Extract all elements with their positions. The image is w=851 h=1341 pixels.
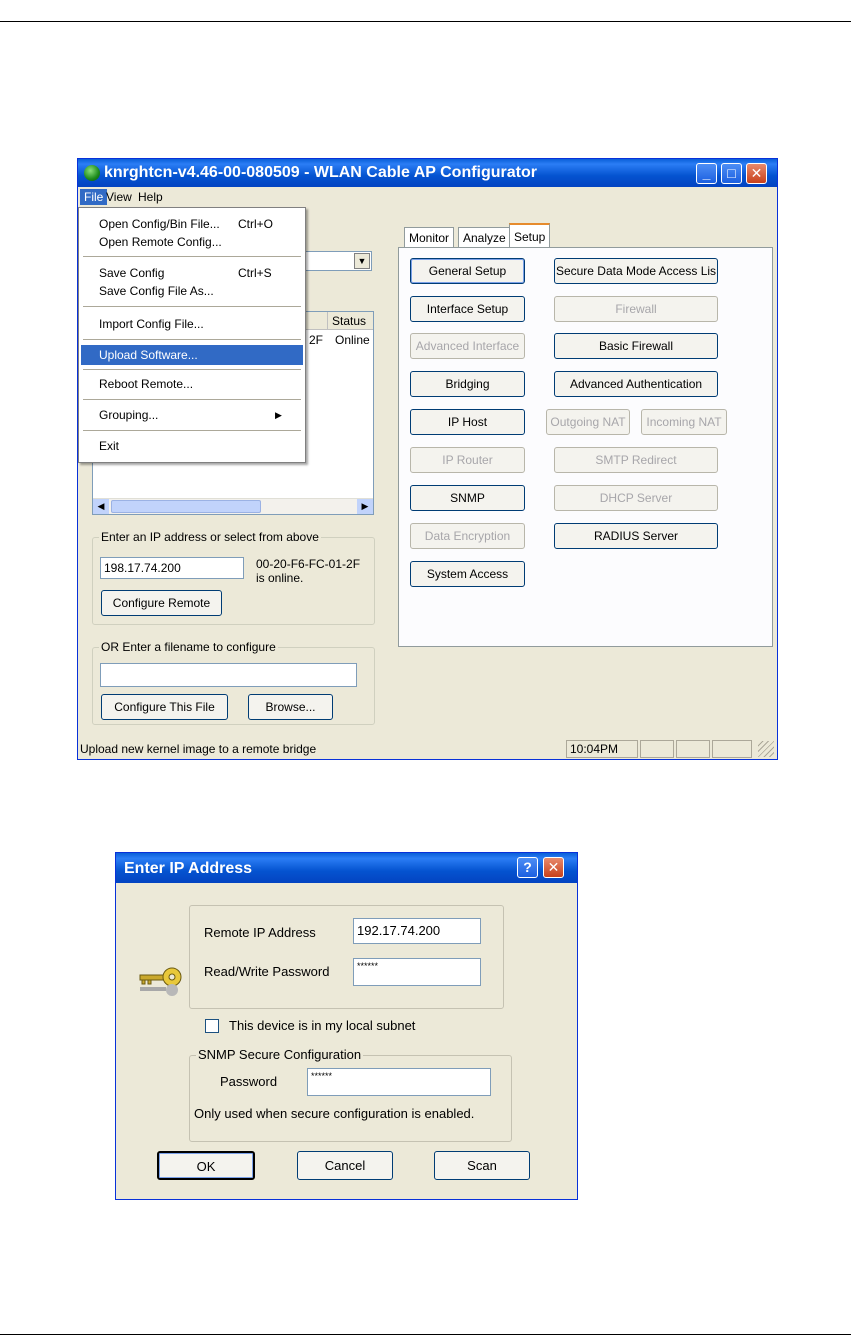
local-subnet-label[interactable]: This device is in my local subnet	[229, 1018, 416, 1033]
status-segment-3	[712, 740, 752, 758]
menu-view[interactable]: View	[106, 190, 132, 204]
password-input[interactable]: ******	[353, 958, 481, 986]
snmp-note: Only used when secure configuration is enabled.	[194, 1106, 475, 1121]
dialog-title: Enter IP Address	[124, 860, 253, 877]
menu-separator	[83, 306, 301, 307]
menu-item-label: Import Config File...	[99, 317, 204, 331]
menu-item-label: Save Config File As...	[99, 284, 214, 298]
configure-remote-button[interactable]: Configure Remote	[101, 590, 222, 616]
submenu-arrow-icon: ▶	[275, 410, 282, 420]
configurator-window	[77, 158, 778, 760]
credentials-group	[189, 905, 504, 1009]
menu-item-open-remote[interactable]	[81, 232, 303, 252]
column-status[interactable]: Status	[332, 314, 367, 328]
ip-host-button[interactable]: IP Host	[410, 409, 525, 435]
file-menu-dropdown	[78, 207, 306, 463]
bottom-rule	[0, 1334, 851, 1335]
snmp-group	[189, 1047, 512, 1142]
menu-item-label: Reboot Remote...	[99, 377, 194, 391]
menu-item-import[interactable]	[81, 314, 303, 334]
menu-item-grouping[interactable]	[81, 405, 303, 425]
browse-button[interactable]: Browse...	[248, 694, 333, 720]
menu-bar	[78, 187, 777, 207]
close-button[interactable]: ✕	[746, 163, 767, 184]
menu-item-save-as[interactable]	[81, 281, 303, 301]
bridging-button[interactable]: Bridging	[410, 371, 525, 397]
help-button[interactable]: ?	[517, 857, 538, 878]
smtp-redirect-button[interactable]: SMTP Redirect	[554, 447, 718, 473]
configure-file-button[interactable]: Configure This File	[101, 694, 228, 720]
scroll-right-icon[interactable]: ▶	[357, 499, 373, 514]
horizontal-scrollbar[interactable]	[93, 498, 373, 514]
remote-ip-input[interactable]: 192.17.74.200	[353, 918, 481, 944]
maximize-button[interactable]: □	[721, 163, 742, 184]
menu-item-label: Save Config	[99, 266, 165, 280]
enter-ip-dialog	[115, 852, 578, 1200]
advanced-auth-button[interactable]: Advanced Authentication	[554, 371, 718, 397]
menu-separator	[83, 339, 301, 340]
local-subnet-checkbox[interactable]	[205, 1019, 219, 1033]
menu-separator	[83, 256, 301, 257]
resize-grip-icon[interactable]	[758, 741, 774, 757]
interface-setup-button[interactable]: Interface Setup	[410, 296, 525, 322]
file-group	[92, 640, 375, 725]
radius-server-button[interactable]: RADIUS Server	[554, 523, 718, 549]
ip-address-group	[92, 530, 375, 625]
minimize-button[interactable]: _	[696, 163, 717, 184]
top-rule	[0, 21, 851, 22]
advanced-interface-button[interactable]: Advanced Interface	[410, 333, 525, 359]
menu-item-label: Open Remote Config...	[99, 235, 222, 249]
outgoing-nat-button[interactable]: Outgoing NAT	[546, 409, 630, 435]
snmp-button[interactable]: SNMP	[410, 485, 525, 511]
menu-item-label: Upload Software...	[99, 348, 198, 362]
dialog-close-button[interactable]: ✕	[543, 857, 564, 878]
scan-button[interactable]: Scan	[434, 1151, 530, 1180]
title-bar[interactable]	[78, 159, 777, 187]
globe-icon	[84, 165, 100, 181]
menu-item-exit[interactable]	[81, 436, 303, 456]
ip-group-label: Enter an IP address or select from above	[101, 530, 319, 544]
device-info-status: is online.	[256, 571, 304, 585]
general-setup-button[interactable]: General Setup	[410, 258, 525, 284]
file-group-label: OR Enter a filename to configure	[101, 640, 276, 654]
menu-separator	[83, 399, 301, 400]
list-cell-mac: 2F	[309, 333, 324, 347]
key-icon	[138, 961, 184, 997]
status-segment-2	[676, 740, 710, 758]
menu-separator	[83, 430, 301, 431]
data-encryption-button[interactable]: Data Encryption	[410, 523, 525, 549]
status-segment-1	[640, 740, 674, 758]
basic-firewall-button[interactable]: Basic Firewall	[554, 333, 718, 359]
scroll-thumb[interactable]	[111, 500, 261, 513]
menu-item-shortcut: Ctrl+S	[238, 266, 272, 280]
secure-data-button[interactable]: Secure Data Mode Access Lis	[554, 258, 718, 284]
menu-item-label: Grouping...	[99, 408, 159, 422]
cancel-button[interactable]: Cancel	[297, 1151, 393, 1180]
menu-item-reboot[interactable]	[81, 374, 303, 394]
menu-item-shortcut: Ctrl+O	[238, 217, 274, 231]
list-cell-status: Online	[335, 333, 370, 347]
snmp-group-label: SNMP Secure Configuration	[198, 1047, 362, 1062]
menu-item-open-config[interactable]	[81, 214, 303, 234]
status-message: Upload new kernel image to a remote bridge	[80, 742, 317, 756]
window-title: knrghtcn-v4.46-00-080509 - WLAN Cable AP Configurator	[104, 164, 537, 181]
device-info-mac: 00-20-F6-FC-01-2F	[256, 557, 361, 571]
dialog-title-bar[interactable]	[116, 853, 577, 883]
password-label: Read/Write Password	[204, 964, 330, 979]
status-clock: 10:04PM	[566, 740, 638, 758]
incoming-nat-button[interactable]: Incoming NAT	[641, 409, 727, 435]
menu-separator	[83, 369, 301, 370]
remote-ip-label: Remote IP Address	[204, 925, 316, 940]
system-access-button[interactable]: System Access	[410, 561, 525, 587]
chevron-down-icon[interactable]: ▼	[354, 253, 370, 269]
status-bar	[78, 739, 777, 759]
filename-input[interactable]	[100, 663, 357, 687]
firewall-button[interactable]: Firewall	[554, 296, 718, 322]
menu-help[interactable]: Help	[138, 190, 163, 204]
menu-file[interactable]: File	[80, 189, 107, 205]
menu-item-label: Open Config/Bin File...	[99, 217, 220, 231]
menu-item-save-config[interactable]	[81, 263, 303, 283]
tab-setup[interactable]: Setup	[509, 223, 550, 249]
scroll-left-icon[interactable]: ◀	[93, 499, 109, 514]
tab-analyze[interactable]: Analyze	[458, 227, 511, 248]
snmp-password-label: Password	[220, 1074, 278, 1089]
column-divider	[327, 312, 328, 330]
menu-item-upload-software[interactable]	[81, 345, 303, 365]
dhcp-server-button[interactable]: DHCP Server	[554, 485, 718, 511]
ip-address-input[interactable]: 198.17.74.200	[100, 557, 244, 579]
ip-router-button[interactable]: IP Router	[410, 447, 525, 473]
ok-button[interactable]: OK	[157, 1151, 255, 1180]
snmp-password-input[interactable]: ******	[307, 1068, 491, 1096]
menu-item-label: Exit	[99, 439, 120, 453]
tab-monitor[interactable]: Monitor	[404, 227, 454, 248]
setup-panel	[398, 247, 773, 647]
